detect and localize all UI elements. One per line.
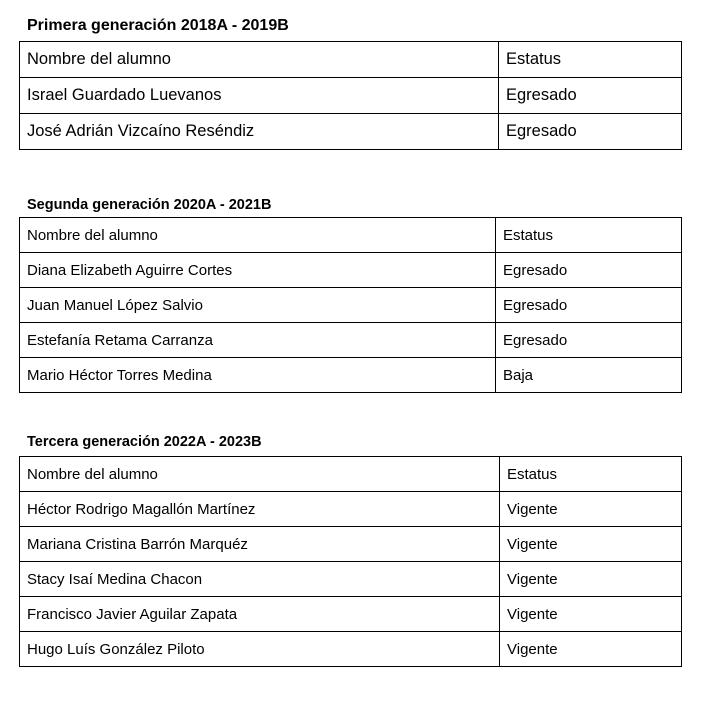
- header-name: Nombre del alumno: [20, 218, 496, 253]
- student-name: Héctor Rodrigo Magallón Martínez: [20, 492, 500, 527]
- student-name: Estefanía Retama Carranza: [20, 323, 496, 358]
- student-status: Vigente: [500, 527, 682, 562]
- header-name: Nombre del alumno: [20, 42, 499, 78]
- student-status: Vigente: [500, 492, 682, 527]
- student-name: Diana Elizabeth Aguirre Cortes: [20, 253, 496, 288]
- student-name: Hugo Luís González Piloto: [20, 632, 500, 667]
- section-title: Primera generación 2018A - 2019B: [27, 17, 289, 34]
- header-status: Estatus: [499, 42, 682, 78]
- table-row: [20, 358, 682, 393]
- header-name: Nombre del alumno: [20, 457, 500, 492]
- student-status: Vigente: [500, 562, 682, 597]
- table-row: [20, 562, 682, 597]
- student-status: Egresado: [496, 323, 682, 358]
- student-status: Egresado: [496, 253, 682, 288]
- table-header-row: [20, 457, 682, 492]
- students-table: [19, 456, 682, 667]
- students-table: [19, 41, 682, 150]
- student-name: Israel Guardado Luevanos: [20, 78, 499, 114]
- student-status: Vigente: [500, 632, 682, 667]
- table-header-row: [20, 42, 682, 78]
- section-title: Segunda generación 2020A - 2021B: [27, 197, 272, 213]
- student-name: Francisco Javier Aguilar Zapata: [20, 597, 500, 632]
- table-header-row: [20, 218, 682, 253]
- table-row: [20, 492, 682, 527]
- section-title: Tercera generación 2022A - 2023B: [27, 434, 262, 450]
- table-row: [20, 78, 682, 114]
- student-status: Egresado: [496, 288, 682, 323]
- table-row: [20, 632, 682, 667]
- student-name: José Adrián Vizcaíno Reséndiz: [20, 114, 499, 150]
- student-status: Egresado: [499, 78, 682, 114]
- table-row: [20, 527, 682, 562]
- student-name: Juan Manuel López Salvio: [20, 288, 496, 323]
- student-name: Mariana Cristina Barrón Marquéz: [20, 527, 500, 562]
- table-row: [20, 323, 682, 358]
- table-row: [20, 597, 682, 632]
- student-name: Mario Héctor Torres Medina: [20, 358, 496, 393]
- students-table: [19, 217, 682, 393]
- student-status: Baja: [496, 358, 682, 393]
- header-status: Estatus: [496, 218, 682, 253]
- student-status: Vigente: [500, 597, 682, 632]
- table-row: [20, 288, 682, 323]
- table-row: [20, 114, 682, 150]
- table-row: [20, 253, 682, 288]
- header-status: Estatus: [500, 457, 682, 492]
- student-name: Stacy Isaí Medina Chacon: [20, 562, 500, 597]
- student-status: Egresado: [499, 114, 682, 150]
